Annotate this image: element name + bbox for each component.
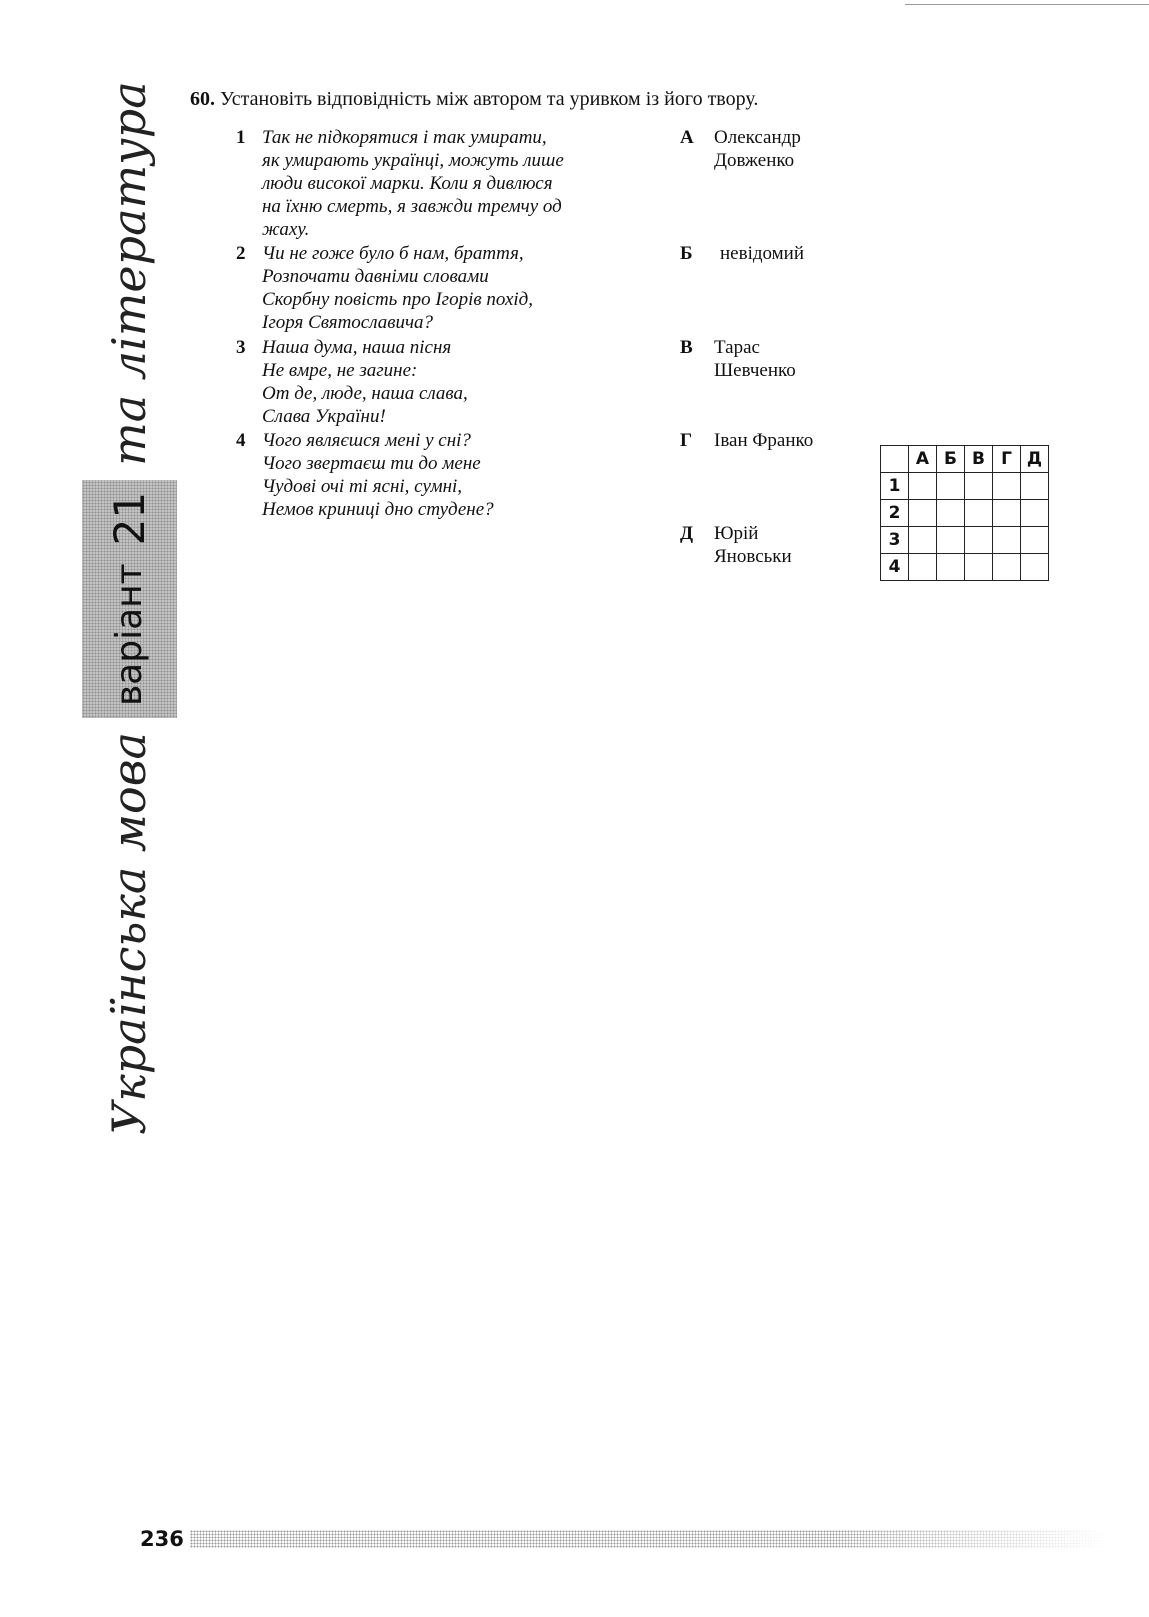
answer-grid-row (881, 554, 1049, 581)
fragment-number: 3 (236, 337, 246, 358)
option-letter: Б (680, 243, 693, 264)
option-text: Олександр Довженко (714, 127, 801, 171)
answer-cell[interactable] (993, 473, 1021, 500)
answer-col-header: Д (1021, 446, 1049, 473)
answer-cell[interactable] (993, 527, 1021, 554)
fragment-1 (236, 126, 564, 241)
answer-cell[interactable] (1021, 473, 1049, 500)
answer-grid-row (881, 500, 1049, 527)
subject-title-part2: та література (102, 81, 156, 466)
top-rule (905, 4, 1149, 5)
fragment-text: Чи не гоже було б нам, браття, Розпочати давніми словами Скорбну повість про Ігорів похід, Ігоря Святославича? (262, 243, 534, 333)
answer-grid-corner (881, 446, 909, 473)
answer-col-header: Б (937, 446, 965, 473)
question-title (190, 88, 758, 111)
fragment-text: Наша дума, наша пісня Не вмре, не загине: От де, люде, наша слава, Слава України! (262, 337, 468, 427)
option-d (680, 522, 792, 568)
answer-cell[interactable] (993, 500, 1021, 527)
variant-box (82, 480, 177, 718)
answer-grid-header (881, 446, 1049, 473)
option-g (680, 429, 813, 452)
option-text: невідомий (720, 243, 805, 264)
fragment-text: Так не підкорятися і так умирати, як умирають українці, можуть лише люди високої марки. Коли я дивлюся на їхню смерть, я завжди тремчу од жаху. (262, 127, 564, 240)
answer-cell[interactable] (937, 527, 965, 554)
answer-cell[interactable] (1021, 527, 1049, 554)
answer-row-header: 1 (881, 473, 909, 500)
side-banner (82, 81, 177, 1135)
option-b (680, 242, 804, 265)
answer-cell[interactable] (909, 527, 937, 554)
answer-row-header: 4 (881, 554, 909, 581)
answer-cell[interactable] (1021, 554, 1049, 581)
option-text: Тарас Шевченко (714, 337, 796, 381)
answer-cell[interactable] (937, 500, 965, 527)
answer-grid (880, 445, 1049, 581)
answer-cell[interactable] (909, 500, 937, 527)
option-text: Юрій Яновськи (714, 523, 792, 567)
option-letter: А (680, 127, 694, 148)
fragment-4 (236, 429, 494, 521)
variant-label: варіант (109, 563, 150, 707)
answer-cell[interactable] (965, 500, 993, 527)
fragment-number: 2 (236, 243, 246, 264)
option-letter: Г (680, 430, 693, 451)
answer-col-header: В (965, 446, 993, 473)
option-letter: Д (680, 523, 694, 544)
question-text: Установіть відповідність між автором та уривком із його твору. (220, 88, 759, 110)
answer-cell[interactable] (909, 473, 937, 500)
option-v (680, 336, 796, 382)
answer-col-header: Г (993, 446, 1021, 473)
answer-col-header: А (909, 446, 937, 473)
answer-cell[interactable] (909, 554, 937, 581)
answer-cell[interactable] (937, 473, 965, 500)
answer-cell[interactable] (965, 554, 993, 581)
answer-row-header: 2 (881, 500, 909, 527)
question-number: 60. (190, 88, 215, 110)
answer-grid-row (881, 473, 1049, 500)
option-a (680, 126, 801, 172)
fragment-3 (236, 336, 468, 428)
page-number: 236 (140, 1527, 184, 1551)
subject-title-part1: Українська мова (102, 732, 156, 1135)
fragment-2 (236, 242, 533, 334)
answer-row-header: 3 (881, 527, 909, 554)
answer-cell[interactable] (1021, 500, 1049, 527)
answer-cell[interactable] (965, 527, 993, 554)
answer-grid-row (881, 527, 1049, 554)
answer-cell[interactable] (993, 554, 1021, 581)
variant-number: 21 (105, 491, 154, 546)
fragment-number: 4 (236, 430, 246, 451)
fragment-text: Чого являєшся мені у сні? Чого звертаєш ти до мене Чудові очі ті ясні, сумні, Немов криниці дно студене? (262, 430, 494, 520)
option-text: Іван Франко (714, 430, 814, 451)
answer-cell[interactable] (965, 473, 993, 500)
option-letter: В (680, 337, 693, 358)
answer-cell[interactable] (937, 554, 965, 581)
fragment-number: 1 (236, 127, 246, 148)
footer-band (190, 1530, 1110, 1548)
